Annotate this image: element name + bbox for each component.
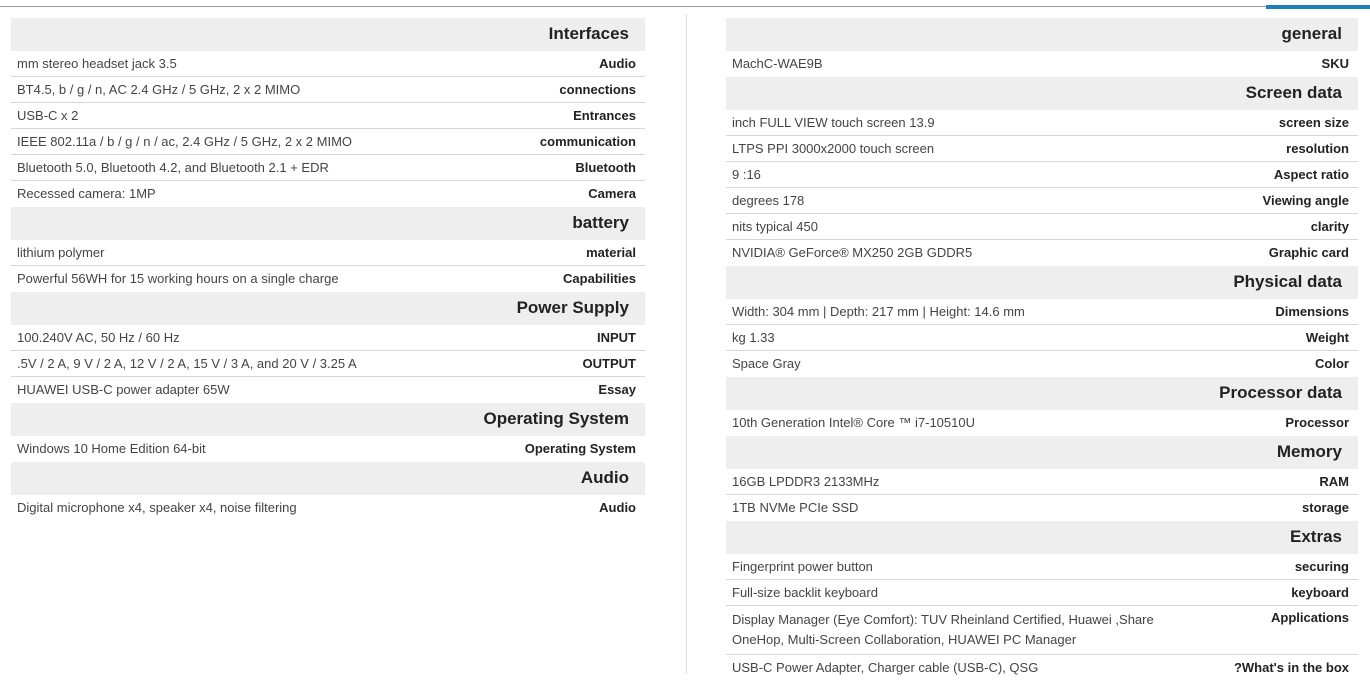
spec-value: degrees 178: [732, 193, 805, 208]
spec-section-power-supply: [11, 292, 645, 403]
spec-row: [726, 188, 1358, 214]
spec-value: mm stereo headset jack 3.5: [17, 56, 177, 71]
spec-row: [726, 51, 1358, 77]
spec-label: Bluetooth: [575, 160, 636, 175]
spec-label: RAM: [1319, 474, 1349, 489]
spec-label: securing: [1294, 559, 1349, 574]
spec-label: OUTPUT: [582, 356, 636, 371]
spec-column-left: [11, 18, 645, 521]
spec-label: Viewing angle: [1262, 193, 1349, 208]
spec-column-right: [726, 18, 1358, 680]
spec-value: Windows 10 Home Edition 64-bit: [17, 441, 206, 456]
section-heading: Audio: [11, 462, 645, 495]
spec-row: [11, 377, 645, 403]
spec-row: [11, 436, 645, 462]
spec-value: Digital microphone x4, speaker x4, noise filtering: [17, 500, 297, 515]
spec-value: .5V / 2 A, 9 V / 2 A, 12 V / 2 A, 15 V / 3 A, and 20 V / 3.25 A: [17, 356, 357, 371]
spec-label: INPUT: [597, 330, 636, 345]
spec-row: [726, 162, 1358, 188]
spec-value: Powerful 56WH for 15 working hours on a single charge: [17, 271, 339, 286]
spec-label: Entrances: [573, 108, 636, 123]
spec-label: connections: [559, 82, 636, 97]
spec-row: [726, 110, 1358, 136]
spec-row: [11, 129, 645, 155]
spec-section-general: [726, 18, 1358, 77]
spec-section-battery: [11, 207, 645, 292]
spec-section-processor-data: [726, 377, 1358, 436]
spec-section-memory: [726, 436, 1358, 521]
spec-value: 10th Generation Intel® Core ™ i7-10510U: [732, 415, 975, 430]
spec-label: communication: [539, 134, 636, 149]
spec-value: 1TB NVMe PCIe SSD: [732, 500, 859, 515]
spec-row: [11, 51, 645, 77]
spec-value: Bluetooth 5.0, Bluetooth 4.2, and Bluetooth 2.1 + EDR: [17, 160, 329, 175]
spec-row: [11, 495, 645, 521]
spec-label: Aspect ratio: [1273, 167, 1349, 182]
spec-value: 16GB LPDDR3 2133MHz: [732, 474, 880, 489]
spec-row: [726, 580, 1358, 606]
spec-row: [726, 299, 1358, 325]
spec-value: LTPS PPI 3000x2000 touch screen: [732, 141, 935, 156]
spec-label: Audio: [599, 56, 636, 71]
spec-value: nits typical 450: [732, 219, 818, 234]
spec-section-interfaces: [11, 18, 645, 207]
spec-label: keyboard: [1291, 585, 1349, 600]
top-accent-bar: [1266, 5, 1370, 9]
spec-label: Applications: [1270, 610, 1349, 625]
spec-section-physical-data: [726, 266, 1358, 377]
spec-label: clarity: [1310, 219, 1349, 234]
spec-value: IEEE 802.11a / b / g / n / ac, 2.4 GHz / 5 GHz, 2 x 2 MIMO: [17, 134, 353, 149]
spec-row: [11, 77, 645, 103]
spec-row: [11, 181, 645, 207]
spec-value: USB-C x 2: [17, 108, 79, 123]
spec-row: [11, 103, 645, 129]
section-heading: Processor data: [726, 377, 1358, 410]
spec-section-extras: [726, 521, 1358, 680]
spec-row: [726, 655, 1358, 680]
spec-row: [11, 266, 645, 292]
spec-value: lithium polymer: [17, 245, 105, 260]
spec-section-audio: [11, 462, 645, 521]
spec-label: storage: [1302, 500, 1349, 515]
spec-row: [11, 155, 645, 181]
section-heading: Power Supply: [11, 292, 645, 325]
spec-value: Space Gray: [732, 356, 801, 371]
spec-row: [726, 495, 1358, 521]
spec-value: BT4.5, b / g / n, AC 2.4 GHz / 5 GHz, 2 x 2 MIMO: [17, 82, 301, 97]
spec-label: Graphic card: [1268, 245, 1349, 260]
section-heading: Physical data: [726, 266, 1358, 299]
spec-value: Fingerprint power button: [732, 559, 873, 574]
spec-row: [726, 351, 1358, 377]
spec-label: Audio: [599, 500, 636, 515]
spec-value: HUAWEI USB-C power adapter 65W: [17, 382, 230, 397]
spec-label: resolution: [1286, 141, 1349, 156]
section-heading: Interfaces: [11, 18, 645, 51]
spec-row: [726, 606, 1358, 655]
spec-label: Operating System: [524, 441, 636, 456]
spec-label: SKU: [1321, 56, 1349, 71]
spec-row: [726, 240, 1358, 266]
section-heading: Memory: [726, 436, 1358, 469]
section-heading: Operating System: [11, 403, 645, 436]
spec-row: [11, 240, 645, 266]
section-heading: general: [726, 18, 1358, 51]
spec-label: Color: [1315, 356, 1349, 371]
spec-row: [726, 136, 1358, 162]
spec-row: [726, 325, 1358, 351]
section-heading: Extras: [726, 521, 1358, 554]
spec-label: material: [586, 245, 636, 260]
spec-label: Capabilities: [563, 271, 636, 286]
top-rule: [0, 6, 1370, 7]
spec-value: MachC-WAE9B: [732, 56, 823, 71]
spec-label: Camera: [588, 186, 636, 201]
column-divider: [686, 14, 687, 674]
spec-value: Width: 304 mm | Depth: 217 mm | Height: 14.6 mm: [732, 304, 1025, 319]
spec-label: Dimensions: [1275, 304, 1349, 319]
spec-row: [726, 410, 1358, 436]
spec-value: 9 :16: [732, 167, 761, 182]
spec-row: [11, 351, 645, 377]
spec-label: Weight: [1305, 330, 1349, 345]
spec-label: Essay: [598, 382, 636, 397]
spec-row: [726, 214, 1358, 240]
spec-row: [11, 325, 645, 351]
spec-value: USB-C Power Adapter, Charger cable (USB-C), QSG: [732, 660, 1039, 675]
spec-row: [726, 554, 1358, 580]
spec-section-screen-data: [726, 77, 1358, 266]
spec-value: Full-size backlit keyboard: [732, 585, 878, 600]
spec-value: 100.240V AC, 50 Hz / 60 Hz: [17, 330, 180, 345]
spec-section-operating-system: [11, 403, 645, 462]
spec-label: ?What's in the box: [1233, 660, 1349, 675]
section-heading: Screen data: [726, 77, 1358, 110]
spec-label: screen size: [1278, 115, 1349, 130]
spec-value: kg 1.33: [732, 330, 775, 345]
spec-row: [726, 469, 1358, 495]
section-heading: battery: [11, 207, 645, 240]
spec-value: Recessed camera: 1MP: [17, 186, 156, 201]
spec-label: Processor: [1285, 415, 1349, 430]
spec-value: inch FULL VIEW touch screen 13.9: [732, 115, 935, 130]
spec-value: NVIDIA® GeForce® MX250 2GB GDDR5: [732, 245, 973, 260]
spec-value: Display Manager (Eye Comfort): TUV Rheinland Certified, Huawei ,Share OneHop, Multi-Screen Collaboration, HUAWEI PC Manager: [732, 612, 1154, 647]
